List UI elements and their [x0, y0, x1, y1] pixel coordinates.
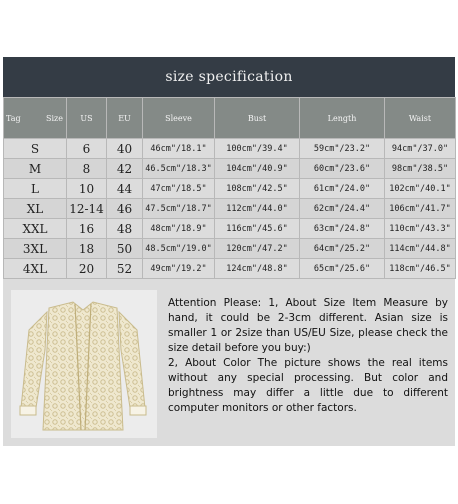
cell-size: XL — [4, 199, 67, 219]
cell-sleeve: 48.5cm"/19.0" — [143, 239, 215, 259]
cell-length: 60cm"/23.6" — [300, 159, 385, 179]
cell-size: XXL — [4, 219, 67, 239]
cell-sleeve: 47.5cm"/18.7" — [143, 199, 215, 219]
header-tag: Tag — [6, 113, 21, 123]
cell-length: 63cm"/24.8" — [300, 219, 385, 239]
header-us: US — [67, 98, 107, 139]
cell-size: S — [4, 139, 67, 159]
table-row — [4, 239, 456, 259]
cell-waist: 102cm"/40.1" — [385, 179, 456, 199]
table-header-row — [4, 98, 456, 139]
header-sleeve: Sleeve — [143, 98, 215, 139]
cell-eu: 40 — [107, 139, 143, 159]
cell-eu: 42 — [107, 159, 143, 179]
cardigan-image — [11, 290, 157, 438]
cell-size: M — [4, 159, 67, 179]
cell-sleeve: 49cm"/19.2" — [143, 259, 215, 279]
cell-bust: 108cm"/42.5" — [215, 179, 300, 199]
cell-eu: 50 — [107, 239, 143, 259]
table-row — [4, 199, 456, 219]
table-row — [4, 259, 456, 279]
size-specification-banner: size specification — [3, 57, 455, 97]
cell-waist: 114cm"/44.8" — [385, 239, 456, 259]
cell-us: 18 — [67, 239, 107, 259]
cell-waist: 118cm"/46.5" — [385, 259, 456, 279]
size-table — [3, 97, 456, 279]
cell-eu: 48 — [107, 219, 143, 239]
cell-bust: 124cm"/48.8" — [215, 259, 300, 279]
cell-length: 62cm"/24.4" — [300, 199, 385, 219]
cell-bust: 104cm"/40.9" — [215, 159, 300, 179]
cell-bust: 120cm"/47.2" — [215, 239, 300, 259]
cell-waist: 110cm"/43.3" — [385, 219, 456, 239]
header-eu: EU — [107, 98, 143, 139]
cell-us: 12-14 — [67, 199, 107, 219]
cell-sleeve: 46cm"/18.1" — [143, 139, 215, 159]
cell-us: 8 — [67, 159, 107, 179]
cell-length: 65cm"/25.6" — [300, 259, 385, 279]
table-row — [4, 159, 456, 179]
cell-us: 10 — [67, 179, 107, 199]
cell-sleeve: 48cm"/18.9" — [143, 219, 215, 239]
cell-waist: 106cm"/41.7" — [385, 199, 456, 219]
cell-eu: 46 — [107, 199, 143, 219]
cell-eu: 44 — [107, 179, 143, 199]
cell-bust: 116cm"/45.6" — [215, 219, 300, 239]
table-row — [4, 139, 456, 159]
cell-size: 4XL — [4, 259, 67, 279]
header-length: Length — [300, 98, 385, 139]
header-size: Size — [46, 113, 63, 123]
header-tag-size — [4, 98, 67, 139]
header-waist: Waist — [385, 98, 456, 139]
cell-sleeve: 47cm"/18.5" — [143, 179, 215, 199]
cell-size: 3XL — [4, 239, 67, 259]
cell-length: 61cm"/24.0" — [300, 179, 385, 199]
header-bust: Bust — [215, 98, 300, 139]
attention-note: Attention Please: 1, About Size Item Measure by hand, it could be 2-3cm different. Asian size is smaller 1 or 2size than US/EU Size, please check the size detail before you buy:) 2, About Color The picture shows the real items without any special processing. But color and brightness may differ a little due to different computer monitors or other factors. — [168, 297, 448, 414]
table-row — [4, 179, 456, 199]
cell-waist: 98cm"/38.5" — [385, 159, 456, 179]
cell-bust: 112cm"/44.0" — [215, 199, 300, 219]
product-photo — [11, 290, 157, 438]
cell-us: 6 — [67, 139, 107, 159]
cell-eu: 52 — [107, 259, 143, 279]
table-row — [4, 219, 456, 239]
cell-us: 16 — [67, 219, 107, 239]
cell-waist: 94cm"/37.0" — [385, 139, 456, 159]
cell-sleeve: 46.5cm"/18.3" — [143, 159, 215, 179]
cell-length: 59cm"/23.2" — [300, 139, 385, 159]
cell-us: 20 — [67, 259, 107, 279]
cell-size: L — [4, 179, 67, 199]
cell-length: 64cm"/25.2" — [300, 239, 385, 259]
cell-bust: 100cm"/39.4" — [215, 139, 300, 159]
